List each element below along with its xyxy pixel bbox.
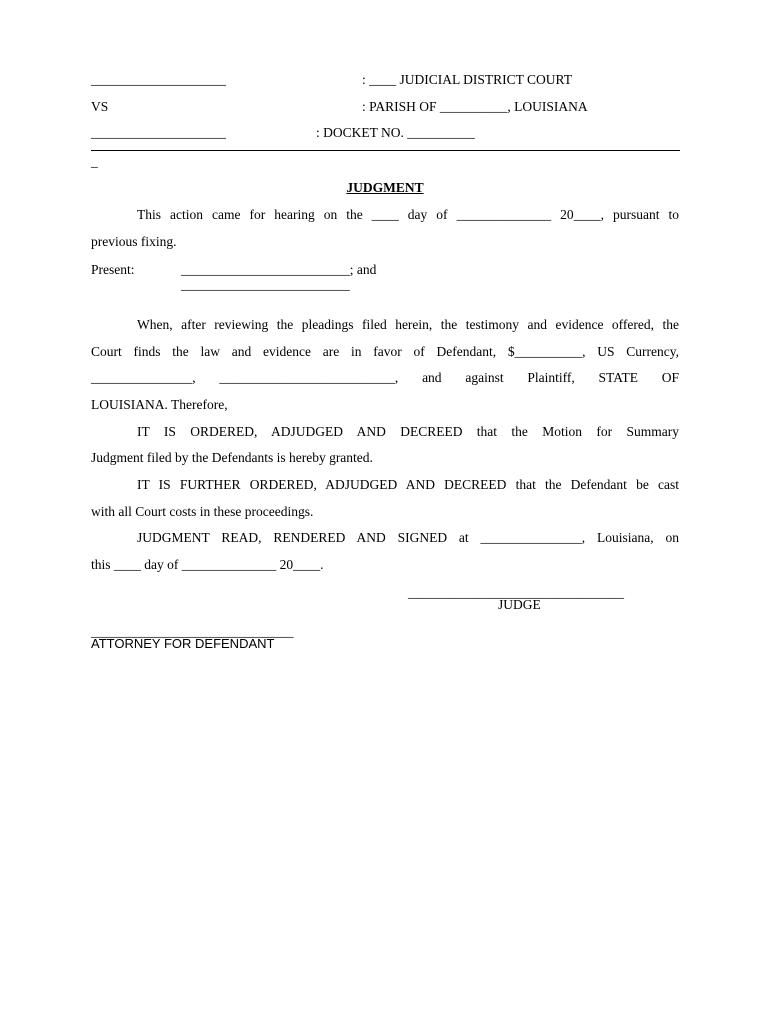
- attorney-label: ATTORNEY FOR DEFENDANT: [91, 636, 275, 651]
- present-label: Present:: [91, 262, 135, 277]
- present-line-1: _________________________; and: [181, 262, 377, 277]
- findings-line-1: When, after reviewing the pleadings filed herein, the testimony and evidence offered, the: [137, 317, 679, 332]
- order-2-line-1: IT IS FURTHER ORDERED, ADJUDGED AND DECREED that the Defendant be cast: [137, 477, 679, 492]
- present-line-2: _________________________: [181, 277, 350, 292]
- judge-label: JUDGE: [498, 597, 541, 612]
- defendant-name-line: ____________________: [91, 125, 226, 140]
- attorney-signature-line: ______________________________: [91, 624, 294, 639]
- plaintiff-name-line: ____________________: [91, 72, 226, 87]
- document-title: JUDGMENT: [346, 180, 424, 195]
- parish-name: : PARISH OF __________, LOUISIANA: [362, 99, 588, 114]
- findings-line-4: LOUISIANA. Therefore,: [91, 397, 228, 412]
- findings-line-2: Court finds the law and evidence are in favor of Defendant, $__________, US Currency,: [91, 344, 679, 359]
- hearing-paragraph-line-2: previous fixing.: [91, 234, 177, 249]
- caption-divider: [91, 150, 680, 151]
- hearing-paragraph-line-1: This action came for hearing on the ____ day of ______________ 20____, pursuant to: [137, 207, 679, 222]
- versus-label: VS: [91, 99, 109, 114]
- docket-number: : DOCKET NO. __________: [316, 125, 475, 140]
- order-1-line-2: Judgment filed by the Defendants is hereby granted.: [91, 450, 373, 465]
- findings-line-3: _______________, __________________________, and against Plaintiff, STATE OF: [91, 370, 679, 385]
- judge-signature-line: ________________________________: [408, 585, 624, 600]
- signed-line-1: JUDGMENT READ, RENDERED AND SIGNED at _______________, Louisiana, on: [137, 530, 679, 545]
- signed-line-2: this ____ day of ______________ 20____.: [91, 557, 324, 572]
- caption-divider-tail: _: [91, 154, 98, 169]
- order-2-line-2: with all Court costs in these proceedings.: [91, 504, 314, 519]
- court-name: : ____ JUDICIAL DISTRICT COURT: [362, 72, 572, 87]
- order-1-line-1: IT IS ORDERED, ADJUDGED AND DECREED that the Motion for Summary: [137, 424, 679, 439]
